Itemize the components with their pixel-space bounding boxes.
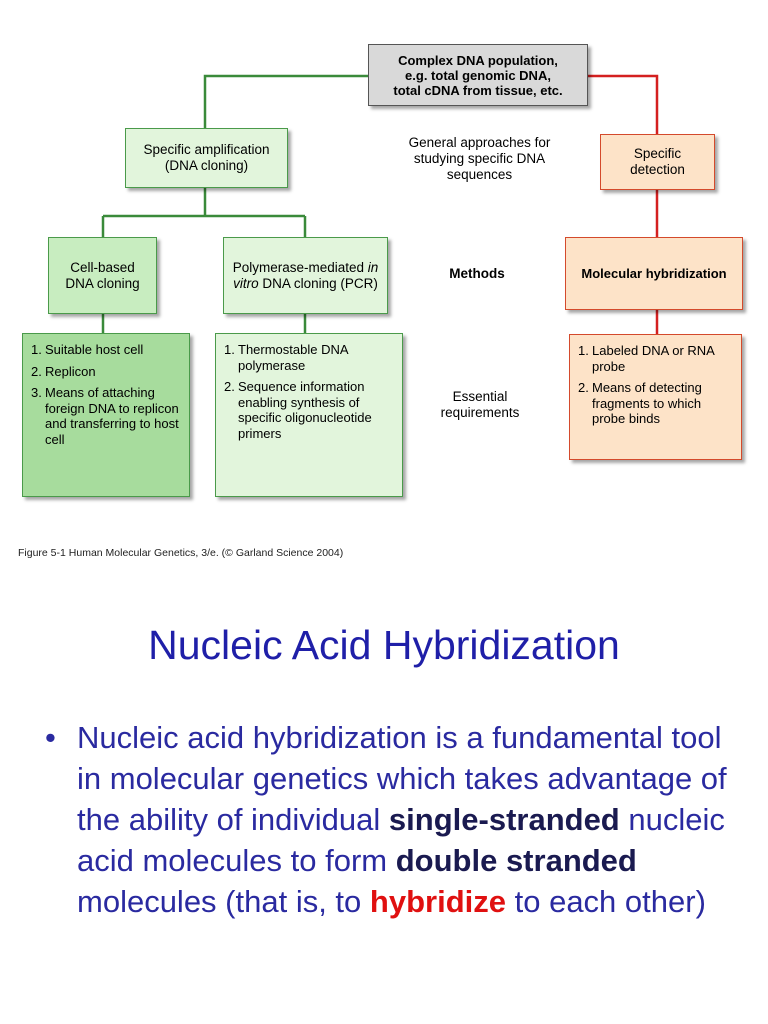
highlight-hybridize: hybridize [369, 884, 506, 919]
bullet-marker: • [45, 720, 56, 755]
bullet-part-4: to each other) [506, 884, 706, 919]
bullet-part-1: Nucleic acid hybridization is a fundamental tool in molecular genetics which takes advantage of the ability of individual [77, 720, 727, 837]
bullet-part-3: molecules (that is, to [77, 884, 370, 919]
slide-title: Nucleic Acid Hybridization [148, 622, 620, 668]
pcr-requirements-list [215, 333, 403, 497]
list-item: 1. Suitable host cell [31, 342, 144, 357]
cell-req-2: Replicon [45, 363, 96, 379]
pcr-text [226, 260, 386, 292]
bullet-part-2: nucleic acid molecules to form [77, 802, 725, 878]
pcr-req-1: Thermostable DNA polymerase [238, 342, 348, 373]
root-node [368, 44, 588, 106]
line-root-to-detection [588, 76, 657, 134]
general-approaches-label: General approaches for studying specific DNA sequences [408, 135, 551, 182]
hybridization-node [565, 237, 743, 310]
hyb-req-2: Means of detecting fragments to which probe binds [592, 380, 702, 426]
hybridization-requirements-list [569, 334, 742, 460]
hyb-req-1: Labeled DNA or RNA probe [592, 343, 715, 374]
requirements-label: Essential requirements [440, 389, 520, 420]
methods-label: Methods [449, 266, 505, 281]
line-amplification-to-methods [103, 188, 305, 237]
pcr-text-suffix: DNA cloning (PCR) [258, 275, 378, 291]
cell-req-3: Means of attaching foreign DNA to replicon and transferring to host cell [45, 385, 179, 447]
bullet-point [45, 717, 735, 922]
cell-requirements-list [22, 333, 190, 497]
pcr-text-italic: in vitro [233, 259, 379, 291]
pcr-req-2: Sequence information enabling synthesis of specific oligonucleotide primers [238, 379, 372, 441]
amplification-node [125, 128, 288, 188]
list-item: 2. Replicon [31, 363, 96, 379]
cell-based-text: Cell-based DNA cloning [65, 259, 140, 291]
list-item: 2. Means of detecting fragments to which probe binds [578, 380, 733, 427]
pcr-text-prefix: Polymerase-mediated [232, 259, 368, 275]
figure-caption: Figure 5-1 Human Molecular Genetics, 3/e. (© Garland Science 2004) [18, 547, 344, 559]
bullet-text [77, 717, 735, 922]
list-item: 1. Thermostable DNA polymerase [224, 342, 394, 373]
cell-based-node [48, 237, 157, 314]
detection-node [600, 134, 715, 190]
list-item: 1. Labeled DNA or RNA probe [578, 343, 733, 374]
list-item: 2. Sequence information enabling synthesis of specific oligonucleotide primers [224, 379, 394, 441]
bold-double-stranded: double stranded [395, 843, 637, 878]
bold-single-stranded: single-stranded [388, 802, 620, 837]
pcr-node [223, 237, 388, 314]
line-root-to-amplification [205, 76, 368, 128]
root-node-text: Complex DNA population, e.g. total genomic DNA, total cDNA from tissue, etc. [393, 52, 563, 98]
list-item: 3. Means of attaching foreign DNA to replicon and transferring to host cell [31, 385, 181, 447]
detection-text: Specific detection [630, 146, 685, 177]
cell-req-1: Suitable host cell [45, 342, 144, 357]
hybridization-text: Molecular hybridization [581, 265, 727, 281]
amplification-text: Specific amplification (DNA cloning) [143, 142, 270, 173]
